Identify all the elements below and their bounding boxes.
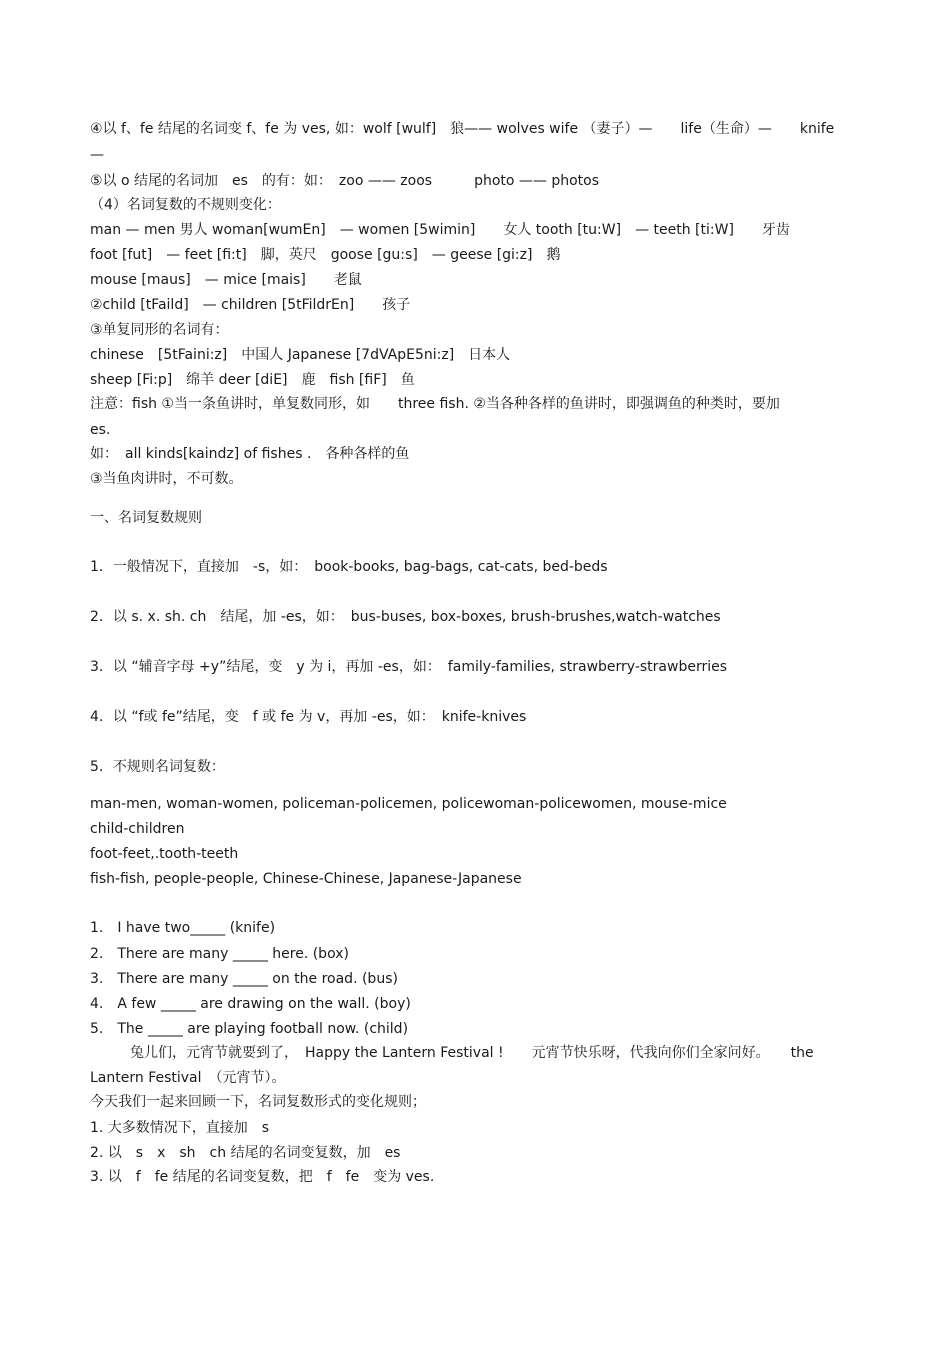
- text-line-all-kinds: 如： all kinds[kaindz] of fishes . 各种各样的鱼: [90, 446, 410, 462]
- text-line-dash: —: [90, 147, 104, 163]
- text-line-fish-meat: ③当鱼肉讲时，不可数。: [90, 471, 243, 487]
- text-line-zoo-photo: ⑤以 o 结尾的名词加 es 的有：如： zoo —— zoos photo —— photos: [90, 173, 600, 189]
- irregular-list-4: fish-fish, people-people, Chinese-Chinese, Japanese-Japanese: [90, 871, 522, 887]
- text-line-chinese-japanese: chinese [5tFaini:z] 中国人 Japanese [7dVApE5ni:z] 日本人: [90, 347, 511, 363]
- text-line-review: 今天我们一起来回顾一下，名词复数形式的变化规则；: [90, 1094, 426, 1110]
- text-line-mouse: mouse [maus] — mice [mais] 老鼠: [90, 272, 362, 288]
- review-rule-1: 1. 大多数情况下，直接加 s: [90, 1120, 270, 1136]
- exercise-2: 2. There are many _____ here. (box): [90, 946, 349, 962]
- text-line-sheep-deer-fish: sheep [Fi:p] 绵羊 deer [diE] 鹿 fish [fiF] 鱼: [90, 372, 415, 388]
- exercise-4: 4. A few _____ are drawing on the wall. (boy): [90, 996, 411, 1012]
- irregular-list-1: man-men, woman-women, policeman-policemen, policewoman-policewomen, mouse-mice: [90, 796, 727, 812]
- irregular-list-2: child-children: [90, 821, 185, 837]
- text-line-same-form: ③单复同形的名词有：: [90, 322, 229, 338]
- exercise-5: 5. The _____ are playing football now. (child): [90, 1021, 409, 1037]
- text-line-man-woman-tooth: man — men 男人 woman[wumEn] — women [5wimin] 女人 tooth [tu:W] — teeth [ti:W] 牙齿: [90, 222, 790, 238]
- review-rule-3: 3. 以 f fe 结尾的名词变复数，把 f fe 变为 ves.: [90, 1169, 435, 1185]
- exercise-3: 3. There are many _____ on the road. (bus): [90, 971, 398, 987]
- text-line-wolf-wife-life-knife: ④以 f、fe 结尾的名词变 f、fe 为 ves, 如：wolf [wulf] 狼—— wolves wife （妻子）— life（生命）— knife: [90, 121, 835, 137]
- section-heading-irregular: （4）名词复数的不规则变化：: [90, 197, 281, 213]
- text-line-es: es.: [90, 422, 111, 438]
- text-line-child: ②child [tFaild] — children [5tFildrEn] 孩子: [90, 297, 411, 313]
- section-heading-plural-rules: 一、名词复数规则: [90, 510, 202, 526]
- text-line-note-fish: 注意：fish ①当一条鱼讲时，单复数同形，如 three fish. ②当各种各样的鱼讲时，即强调鱼的种类时，要加: [90, 396, 780, 412]
- rule-5: 5．不规则名词复数：: [90, 759, 225, 775]
- rule-3: 3．以 “辅音字母 +y”结尾，变 y 为 i，再加 -es，如： family-families, strawberry-strawberries: [90, 659, 728, 675]
- irregular-list-3: foot-feet,.tooth-teeth: [90, 846, 239, 862]
- rule-4: 4．以 “f或 fe”结尾，变 f 或 fe 为 v，再加 -es，如： knife-knives: [90, 709, 527, 725]
- exercise-1: 1. I have two_____ (knife): [90, 920, 276, 936]
- review-rule-2: 2. 以 s x sh ch 结尾的名词变复数，加 es: [90, 1145, 401, 1161]
- rule-1: 1．一般情况下，直接加 -s，如： book-books, bag-bags, cat-cats, bed-beds: [90, 559, 608, 575]
- text-line-lantern-festival-cont: Lantern Festival （元宵节）。: [90, 1070, 286, 1086]
- text-line-lantern-festival: 兔儿们，元宵节就要到了， Happy the Lantern Festival ! 元宵节快乐呀，代我向你们全家问好。 the: [130, 1045, 814, 1061]
- text-line-foot-goose: foot [fut] — feet [fi:t] 脚，英尺 goose [gu:s] — geese [gi:z] 鹅: [90, 247, 561, 263]
- rule-2: 2．以 s. x. sh. ch 结尾，加 -es，如： bus-buses, box-boxes, brush-brushes,watch-watches: [90, 609, 721, 625]
